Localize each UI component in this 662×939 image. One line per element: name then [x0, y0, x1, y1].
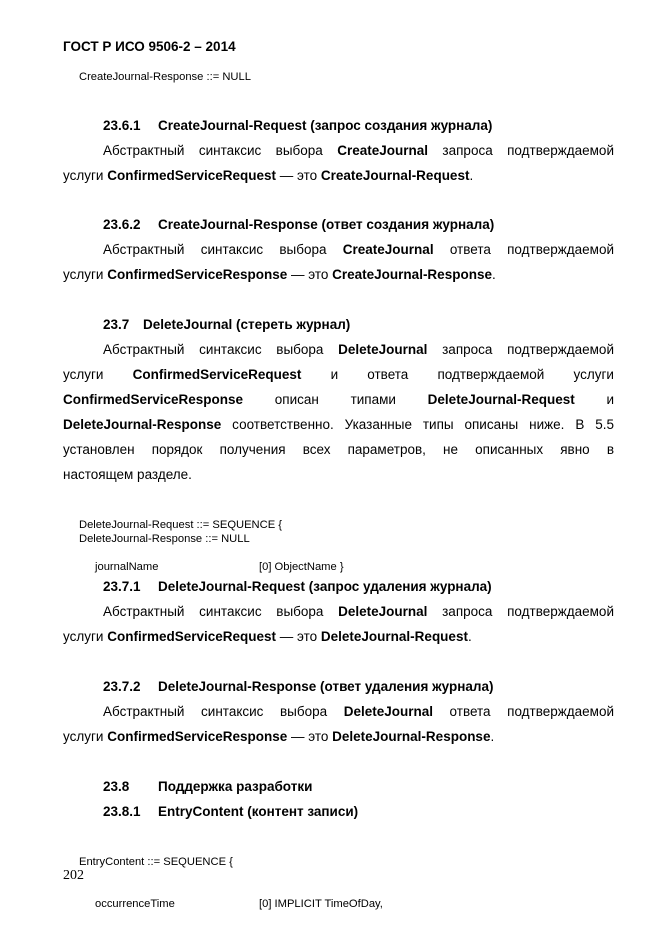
heading-title: DeleteJournal (стереть журнал): [143, 317, 351, 332]
heading-number: 23.8: [103, 779, 130, 794]
heading-23-8: [103, 779, 312, 794]
text-line: настоящем разделе.: [63, 467, 192, 482]
heading-title: EntryContent (контент записи): [158, 804, 359, 819]
document-header: ГОСТ Р ИСО 9506-2 – 2014: [63, 39, 236, 54]
heading-title: CreateJournal-Response (ответ создания журнала): [158, 217, 495, 232]
heading-23-8-1: [103, 804, 358, 819]
text-line: Абстрактный синтаксис выбора CreateJournal ответа подтверждаемой: [103, 242, 614, 257]
heading-23-7-2: [103, 679, 494, 694]
heading-title: Поддержка разработки: [158, 779, 313, 794]
text-line: услуги ConfirmedServiceRequest — это DeleteJournal-Request.: [63, 629, 472, 644]
paragraph-23-7-2: [63, 699, 614, 749]
heading-23-7: [103, 317, 350, 332]
text-line: услуги ConfirmedServiceRequest — это CreateJournal-Request.: [63, 168, 474, 183]
heading-number: 23.7.1: [103, 579, 141, 594]
text-line: Абстрактный синтаксис выбора CreateJournal запроса подтверждаемой: [103, 143, 614, 158]
heading-23-6-1: [103, 118, 492, 133]
paragraph-23-6-2: [63, 237, 614, 287]
heading-number: 23.8.1: [103, 804, 141, 819]
paragraph-23-7-1: [63, 599, 614, 649]
text-line: ConfirmedServiceResponse описан типами DeleteJournal-Request и: [63, 392, 614, 407]
text-line: Абстрактный синтаксис выбора DeleteJournal запроса подтверждаемой: [103, 604, 614, 619]
code-entry-content: EntryContent ::= SEQUENCE { occurrenceTime [0] IMPLICIT TimeOfDay,: [79, 856, 383, 910]
code-create-journal-response: CreateJournal-Response ::= NULL: [79, 71, 251, 83]
paragraph-23-6-1: [63, 138, 614, 188]
text-line: установлен порядок получения всех параметров, не описанных явно в: [63, 442, 614, 457]
text-line: услуги ConfirmedServiceResponse — это CreateJournal-Response.: [63, 267, 496, 282]
text-line: услуги ConfirmedServiceResponse — это DeleteJournal-Response.: [63, 729, 495, 744]
heading-number: 23.7: [103, 317, 130, 332]
heading-title: DeleteJournal-Request (запрос удаления журнала): [158, 579, 492, 594]
heading-title: DeleteJournal-Response (ответ удаления журнала): [158, 679, 494, 694]
heading-number: 23.6.2: [103, 217, 141, 232]
text-line: услуги ConfirmedServiceRequest и ответа подтверждаемой услуги: [63, 367, 614, 382]
heading-23-7-1: [103, 579, 492, 594]
text-line: Абстрактный синтаксис выбора DeleteJournal ответа подтверждаемой: [103, 704, 615, 719]
paragraph-23-7: [63, 337, 614, 487]
heading-number: 23.7.2: [103, 679, 141, 694]
heading-number: 23.6.1: [103, 118, 141, 133]
code-delete-journal-request: DeleteJournal-Request ::= SEQUENCE { journalName [0] ObjectName }: [79, 519, 344, 573]
text-line: DeleteJournal-Response соответственно. Указанные типы описаны ниже. В 5.5: [63, 417, 614, 432]
heading-title: CreateJournal-Request (запрос создания журнала): [158, 118, 493, 133]
heading-23-6-2: [103, 217, 494, 232]
page-number: 202: [63, 868, 84, 883]
code-delete-journal-response: DeleteJournal-Response ::= NULL: [79, 533, 250, 545]
text-line: Абстрактный синтаксис выбора DeleteJournal запроса подтверждаемой: [103, 342, 614, 357]
